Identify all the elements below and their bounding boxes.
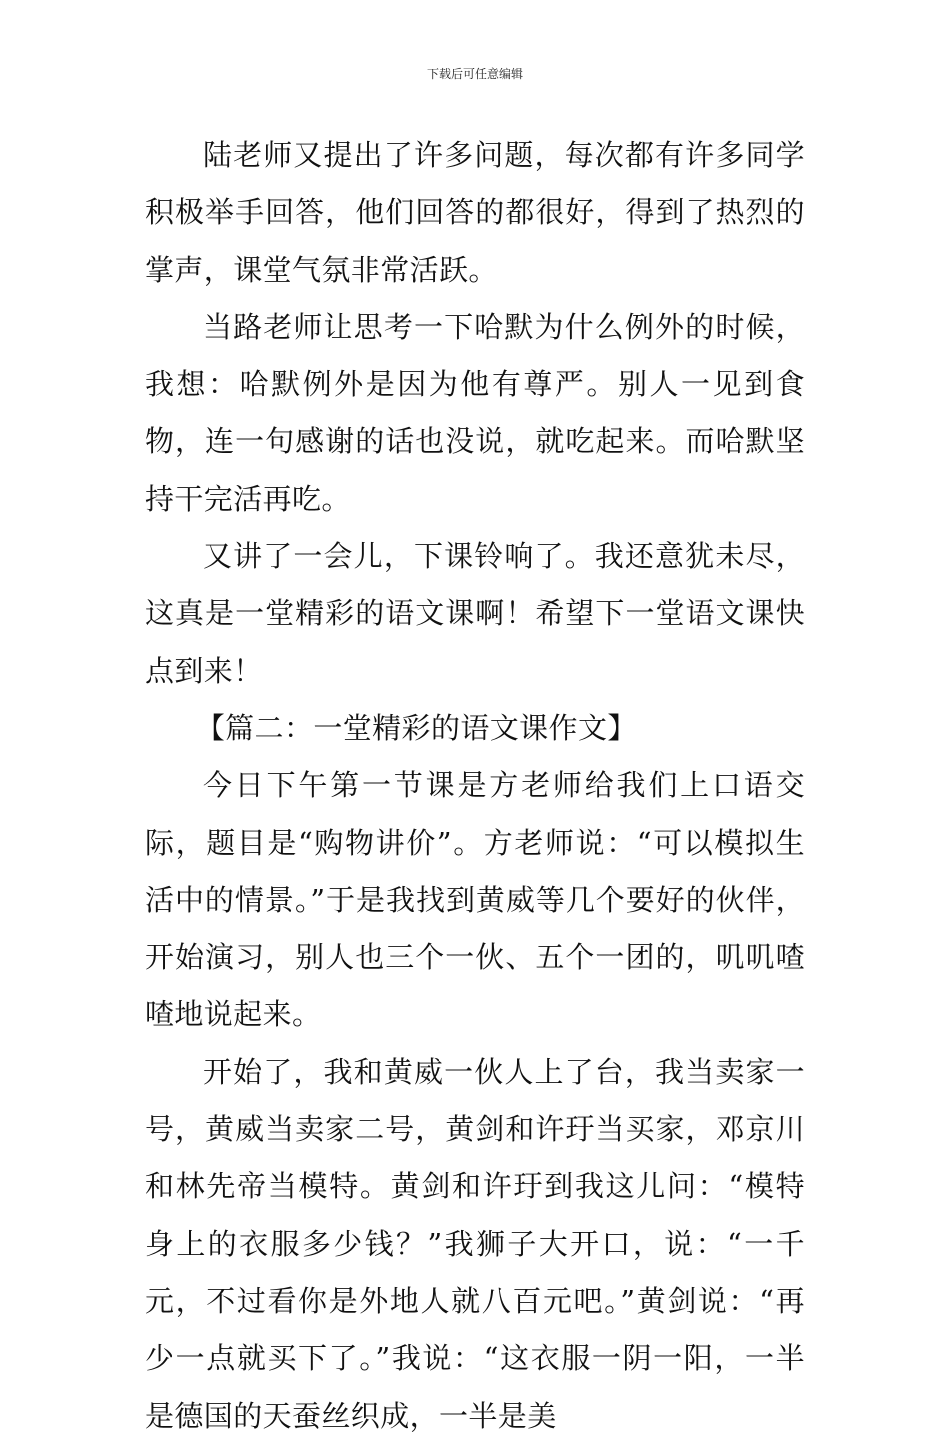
section-paragraph-1: 今日下午第一节课是方老师给我们上口语交际，题目是“购物讲价”。方老师说：“可以模拟生活中的情景。”于是我找到黄威等几个要好的伙伴，开始演习，别人也三个一伙、五个一团的，叽叽喳喳地说起来。 bbox=[145, 768, 805, 1032]
paragraph-1: 陆老师又提出了许多问题，每次都有许多同学积极举手回答，他们回答的都很好，得到了热烈的掌声，课堂气氛非常活跃。 bbox=[145, 138, 805, 287]
section-paragraph-2: 开始了，我和黄威一伙人上了台，我当卖家一号，黄威当卖家二号，黄剑和许玗当买家，邓京川和林先帝当模特。黄剑和许玗到我这儿问：“模特身上的衣服多少钱？”我狮子大开口，说：“一千元，不过看你是外地人就八百元吧。”黄剑说：“再少一点就买下了。”我说：“这衣服一阴一阳，一半是德国的天蚕丝织成，一半是美 bbox=[145, 1054, 805, 1433]
paragraph-2: 当路老师让思考一下哈默为什么例外的时候，我想：哈默例外是因为他有尊严。别人一见到食物，连一句感谢的话也没说，就吃起来。而哈默坚持干完活再吃。 bbox=[145, 309, 805, 516]
section-heading: 【篇二：一堂精彩的语文课作文】 bbox=[195, 710, 637, 745]
page-header-note: 下载后可任意编辑 bbox=[426, 67, 523, 81]
paragraph-3: 又讲了一会儿，下课铃响了。我还意犹未尽，这真是一堂精彩的语文课啊！希望下一堂语文课快点到来！ bbox=[145, 539, 805, 688]
document-body bbox=[145, 127, 805, 1445]
